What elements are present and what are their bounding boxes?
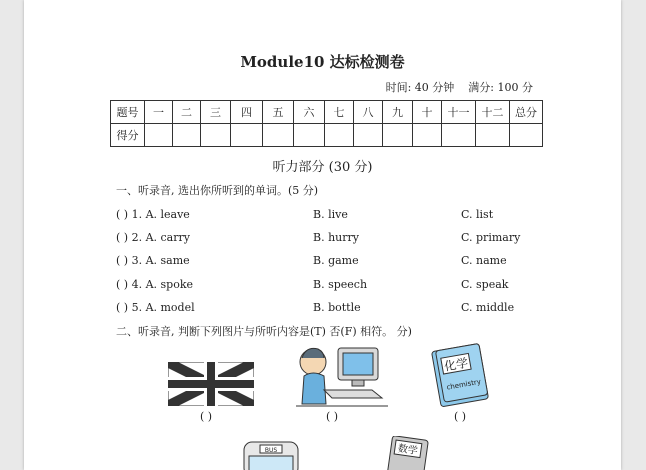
score-header-cell: 十	[413, 101, 442, 124]
score-cell	[383, 124, 413, 147]
score-table	[110, 100, 543, 147]
q1-option-c: C. name	[461, 254, 507, 267]
worksheet-page	[24, 0, 621, 470]
answer-paren: ( )	[200, 410, 213, 423]
score-value-row	[111, 124, 543, 147]
page-title: Module10 达标检测卷	[240, 53, 405, 71]
score-cell	[325, 124, 354, 147]
score-cell	[145, 124, 173, 147]
score-header-cell: 九	[383, 101, 413, 124]
score-header-cell: 二	[173, 101, 201, 124]
score-cell	[173, 124, 201, 147]
question-1-prompt: 一、听录音, 选出你所听到的单词。(5 分)	[116, 184, 319, 197]
book-label: 化学	[443, 355, 470, 374]
time-label: 时间: 40 分钟	[385, 81, 455, 94]
score-cell	[294, 124, 325, 147]
math-book-picture	[384, 436, 434, 470]
score-row-label: 得分	[111, 124, 145, 147]
bus-picture	[240, 440, 302, 470]
score-header-cell: 一	[145, 101, 173, 124]
score-cell	[476, 124, 510, 147]
bus-label: BUS	[264, 447, 278, 454]
q1-item-num: ( ) 4. A. spoke	[116, 278, 193, 291]
q1-option-b: B. speech	[313, 278, 368, 291]
score-header-cell: 六	[294, 101, 325, 124]
book-sublabel: chemistry	[445, 377, 482, 392]
chemistry-book-picture	[428, 343, 494, 407]
score-cell	[413, 124, 442, 147]
q1-option-c: C. middle	[461, 301, 515, 314]
q1-option-b: B. hurry	[313, 231, 359, 244]
q1-item-num: ( ) 5. A. model	[116, 301, 195, 314]
q1-option-b: B. live	[313, 208, 348, 221]
score-cell	[263, 124, 294, 147]
score-cell	[510, 124, 543, 147]
answer-paren: ( )	[454, 410, 467, 423]
score-header-cell: 十二	[476, 101, 510, 124]
time-score-info	[386, 79, 533, 95]
uk-flag-picture	[168, 362, 254, 406]
score-header-cell: 十一	[442, 101, 476, 124]
score-cell	[231, 124, 263, 147]
score-header-cell: 五	[263, 101, 294, 124]
q1-option-c: C. primary	[461, 231, 521, 244]
q1-option-b: B. bottle	[313, 301, 361, 314]
q1-option-b: B. game	[313, 254, 359, 267]
score-header-cell: 四	[231, 101, 263, 124]
score-header-cell: 题号	[111, 101, 145, 124]
q1-item-num: ( ) 1. A. leave	[116, 208, 190, 221]
section-title: 听力部分 (30 分)	[272, 160, 373, 175]
full-score-label: 满分: 100 分	[468, 81, 533, 94]
score-cell	[354, 124, 383, 147]
score-header-cell: 七	[325, 101, 354, 124]
score-header-cell: 三	[201, 101, 231, 124]
score-cell	[201, 124, 231, 147]
q1-option-c: C. speak	[461, 278, 509, 291]
score-cell	[442, 124, 476, 147]
question-2-prompt: 二、听录音, 判断下列图片与所听内容是(T) 否(F) 相符。 分)	[116, 325, 412, 338]
math-book-label: 数学	[397, 443, 419, 458]
score-header-cell: 总分	[510, 101, 543, 124]
score-header-row	[111, 101, 543, 124]
q1-item-num: ( ) 3. A. same	[116, 254, 190, 267]
score-header-cell: 八	[354, 101, 383, 124]
computer-boy-picture	[296, 344, 388, 410]
q1-option-c: C. list	[461, 208, 494, 221]
q1-item-num: ( ) 2. A. carry	[116, 231, 190, 244]
answer-paren: ( )	[326, 410, 339, 423]
